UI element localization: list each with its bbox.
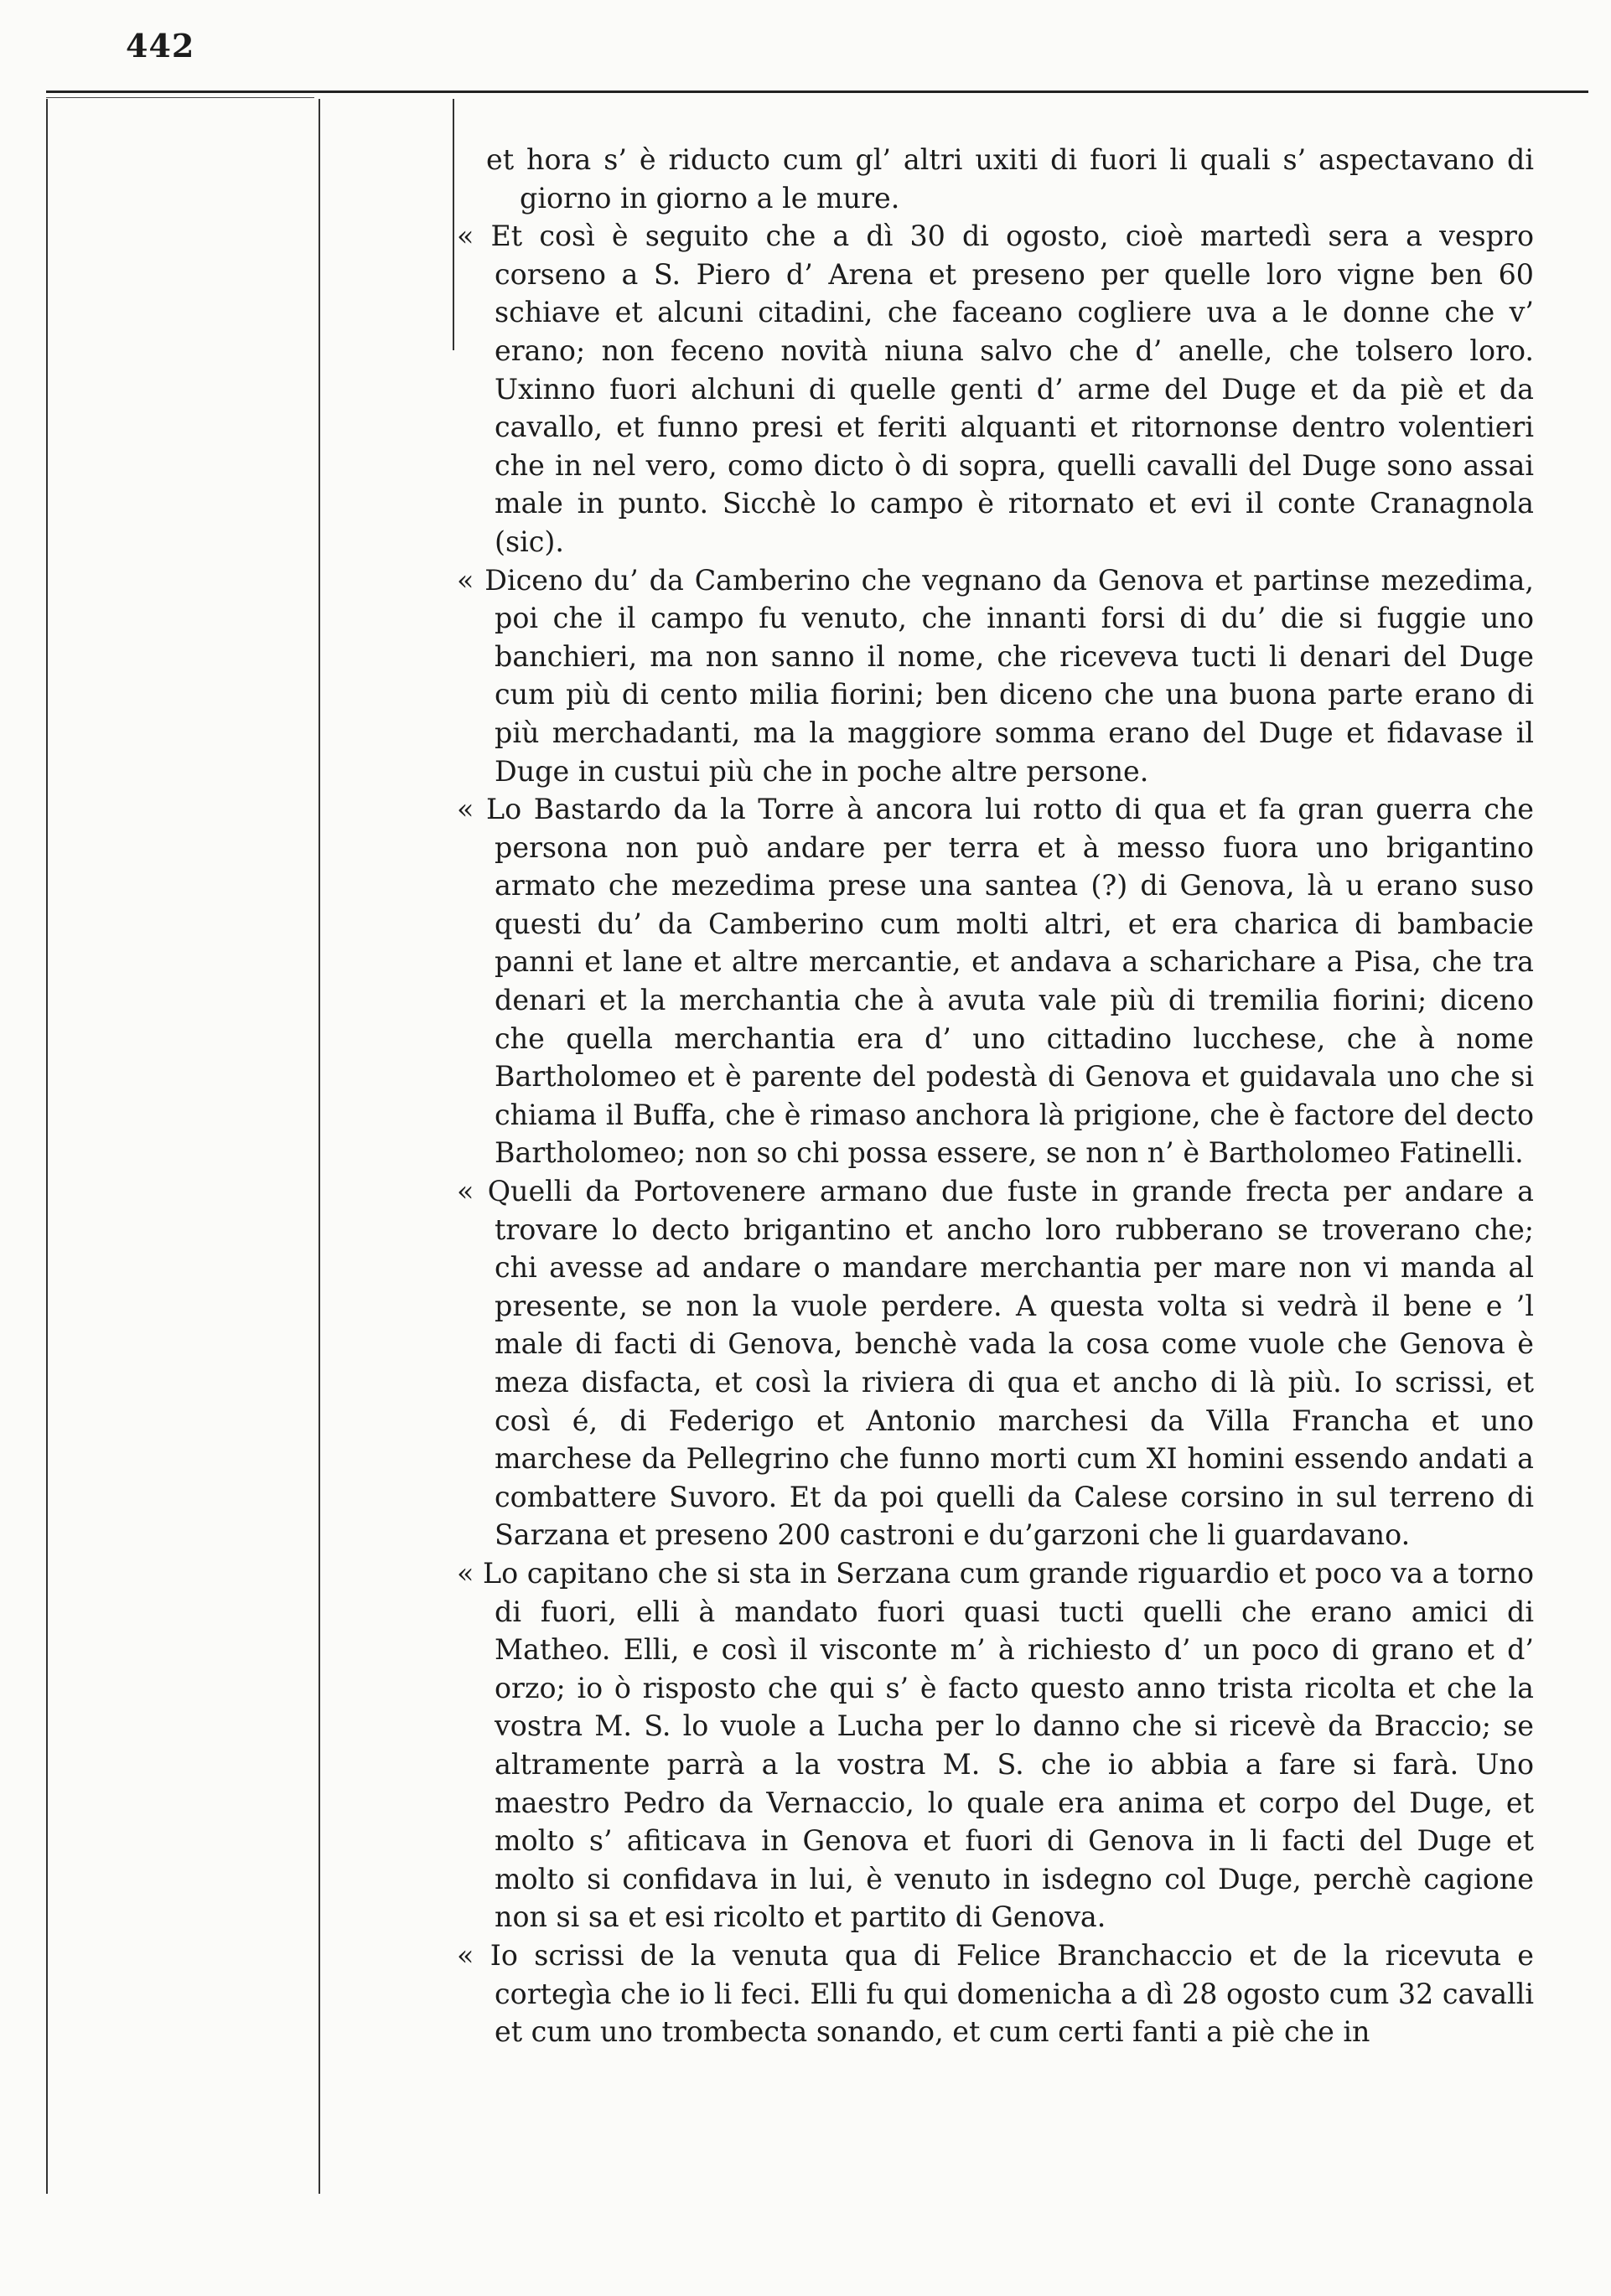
paragraph: « Lo capitano che si sta in Serzana cum grande riguardio et poco va a torno di fuori, elli à mandato fuori quasi tucti quelli che erano amici di Matheo. Elli, e così il visconte m’ à richiesto d’ un poco di grano et d’ orzo; io ò risposto che qui s’ è facto questo anno trista ricolta et che la vostra M. S. lo vuole a Lucha per lo danno che si ricevè da Braccio; se altramente parrà a la vostra M. S. che io abbia a fare si farà. Uno maestro Pedro da Vernaccio, lo quale era anima et corpo del Duge, et molto s’ afiticava in Genova et fuori di Genova in li facti del Duge et molto si confidava in lui, è venuto in isdegno col Duge, perchè cagione non si sa et esi ricolto et partito di Genova.: [457, 1556, 1534, 1934]
paragraph: « Quelli da Portovenere armano due fuste in grande frecta per andare a trovare lo decto brigantino et ancho loro rubberano se troverano che; chi avesse ad andare o mandare merchantia per mare non vi manda al presente, se non la vuole perdere. A questa volta si vedrà il bene e ’l male di facti di Genova, benchè vada la cosa come vuole che Genova è meza disfacta, et così la riviera di qua et ancho di là più. Io scrissi, et così é, di Federigo et Antonio marchesi da Villa Francha et uno marchese da Pellegrino che funno morti cum XI homini essendo andati a combattere Suvoro. Et da poi quelli da Calese corsino in sul terreno di Sarzana et preseno 200 castroni e du’garzoni che li guardavano.: [457, 1175, 1534, 1552]
paragraph: et hora s’ è riducto cum gl’ altri uxiti di fuori li quali s’ aspectavano di giorno in giorno a le mure.: [486, 143, 1534, 215]
paragraph: « Lo Bastardo da la Torre à ancora lui rotto di qua et fa gran guerra che persona non può andare per terra et à messo fuora uno brigantino armato che mezedima prese una santea (?) di Genova, là u erano suso questi du’ da Camberino cum molti altri, et era charica di bambacie panni et lane et altre mercantie, et andava a scharichare a Pisa, che tra denari et la merchantia che à avuta vale più di tremilia fiorini; diceno che quella merchantia era d’ uno cittadino lucchese, che à nome Bartholomeo et è parente del podestà di Genova et guidavala uno che si chiama il Buffa, che è rimaso anchora là prigione, che è factore del decto Bartholomeo; non so chi possa essere, se non n’ è Bartholomeo Fatinelli.: [457, 793, 1534, 1170]
margin-line-middle: [319, 99, 320, 2194]
paragraph: « Diceno du’ da Camberino che vegnano da Genova et partinse mezedima, poi che il campo fu venuto, che innanti forsi di du’ die si fuggie uno banchieri, ma non sanno il nome, che riceveva tucti li denari del Duge cum più di cento milia fiorini; ben diceno che una buona parte erano di più merchadanti, ma la maggiore somma erano del Duge et fidavase il Duge in custui più che in poche altre persone.: [457, 563, 1534, 788]
page-number: 442: [126, 27, 195, 65]
header-rule-thin: [46, 97, 314, 98]
paragraph: « Io scrissi de la venuta qua di Felice Branchaccio et de la ricevuta e cortegìa che io li feci. Elli fu qui domenicha a dì 28 ogosto cum 32 cavalli et cum uno trombecta sonando, et cum certi fanti a piè che in: [457, 1938, 1534, 2049]
margin-line-left: [46, 99, 48, 2194]
body-text: [436, 141, 1534, 2051]
header-rule: [46, 90, 1588, 93]
paragraph: « Et così è seguito che a dì 30 di ogosto, cioè martedì sera a vespro corseno a S. Piero d’ Arena et preseno per quelle loro vigne ben 60 schiave et alcuni citadini, che faceano cogliere uva a le donne che v’ erano; non feceno novità niuna salvo che d’ anelle, che tolsero loro. Uxinno fuori alchuni di quelle genti d’ arme del Duge et da piè et da cavallo, et funno presi et feriti alquanti et ritornonse dentro volentieri che in nel vero, como dicto ò di sopra, quelli cavalli del Duge sono assai male in punto. Sicchè lo campo è ritornato et evi il conte Cranagnola (sic).: [457, 220, 1534, 558]
